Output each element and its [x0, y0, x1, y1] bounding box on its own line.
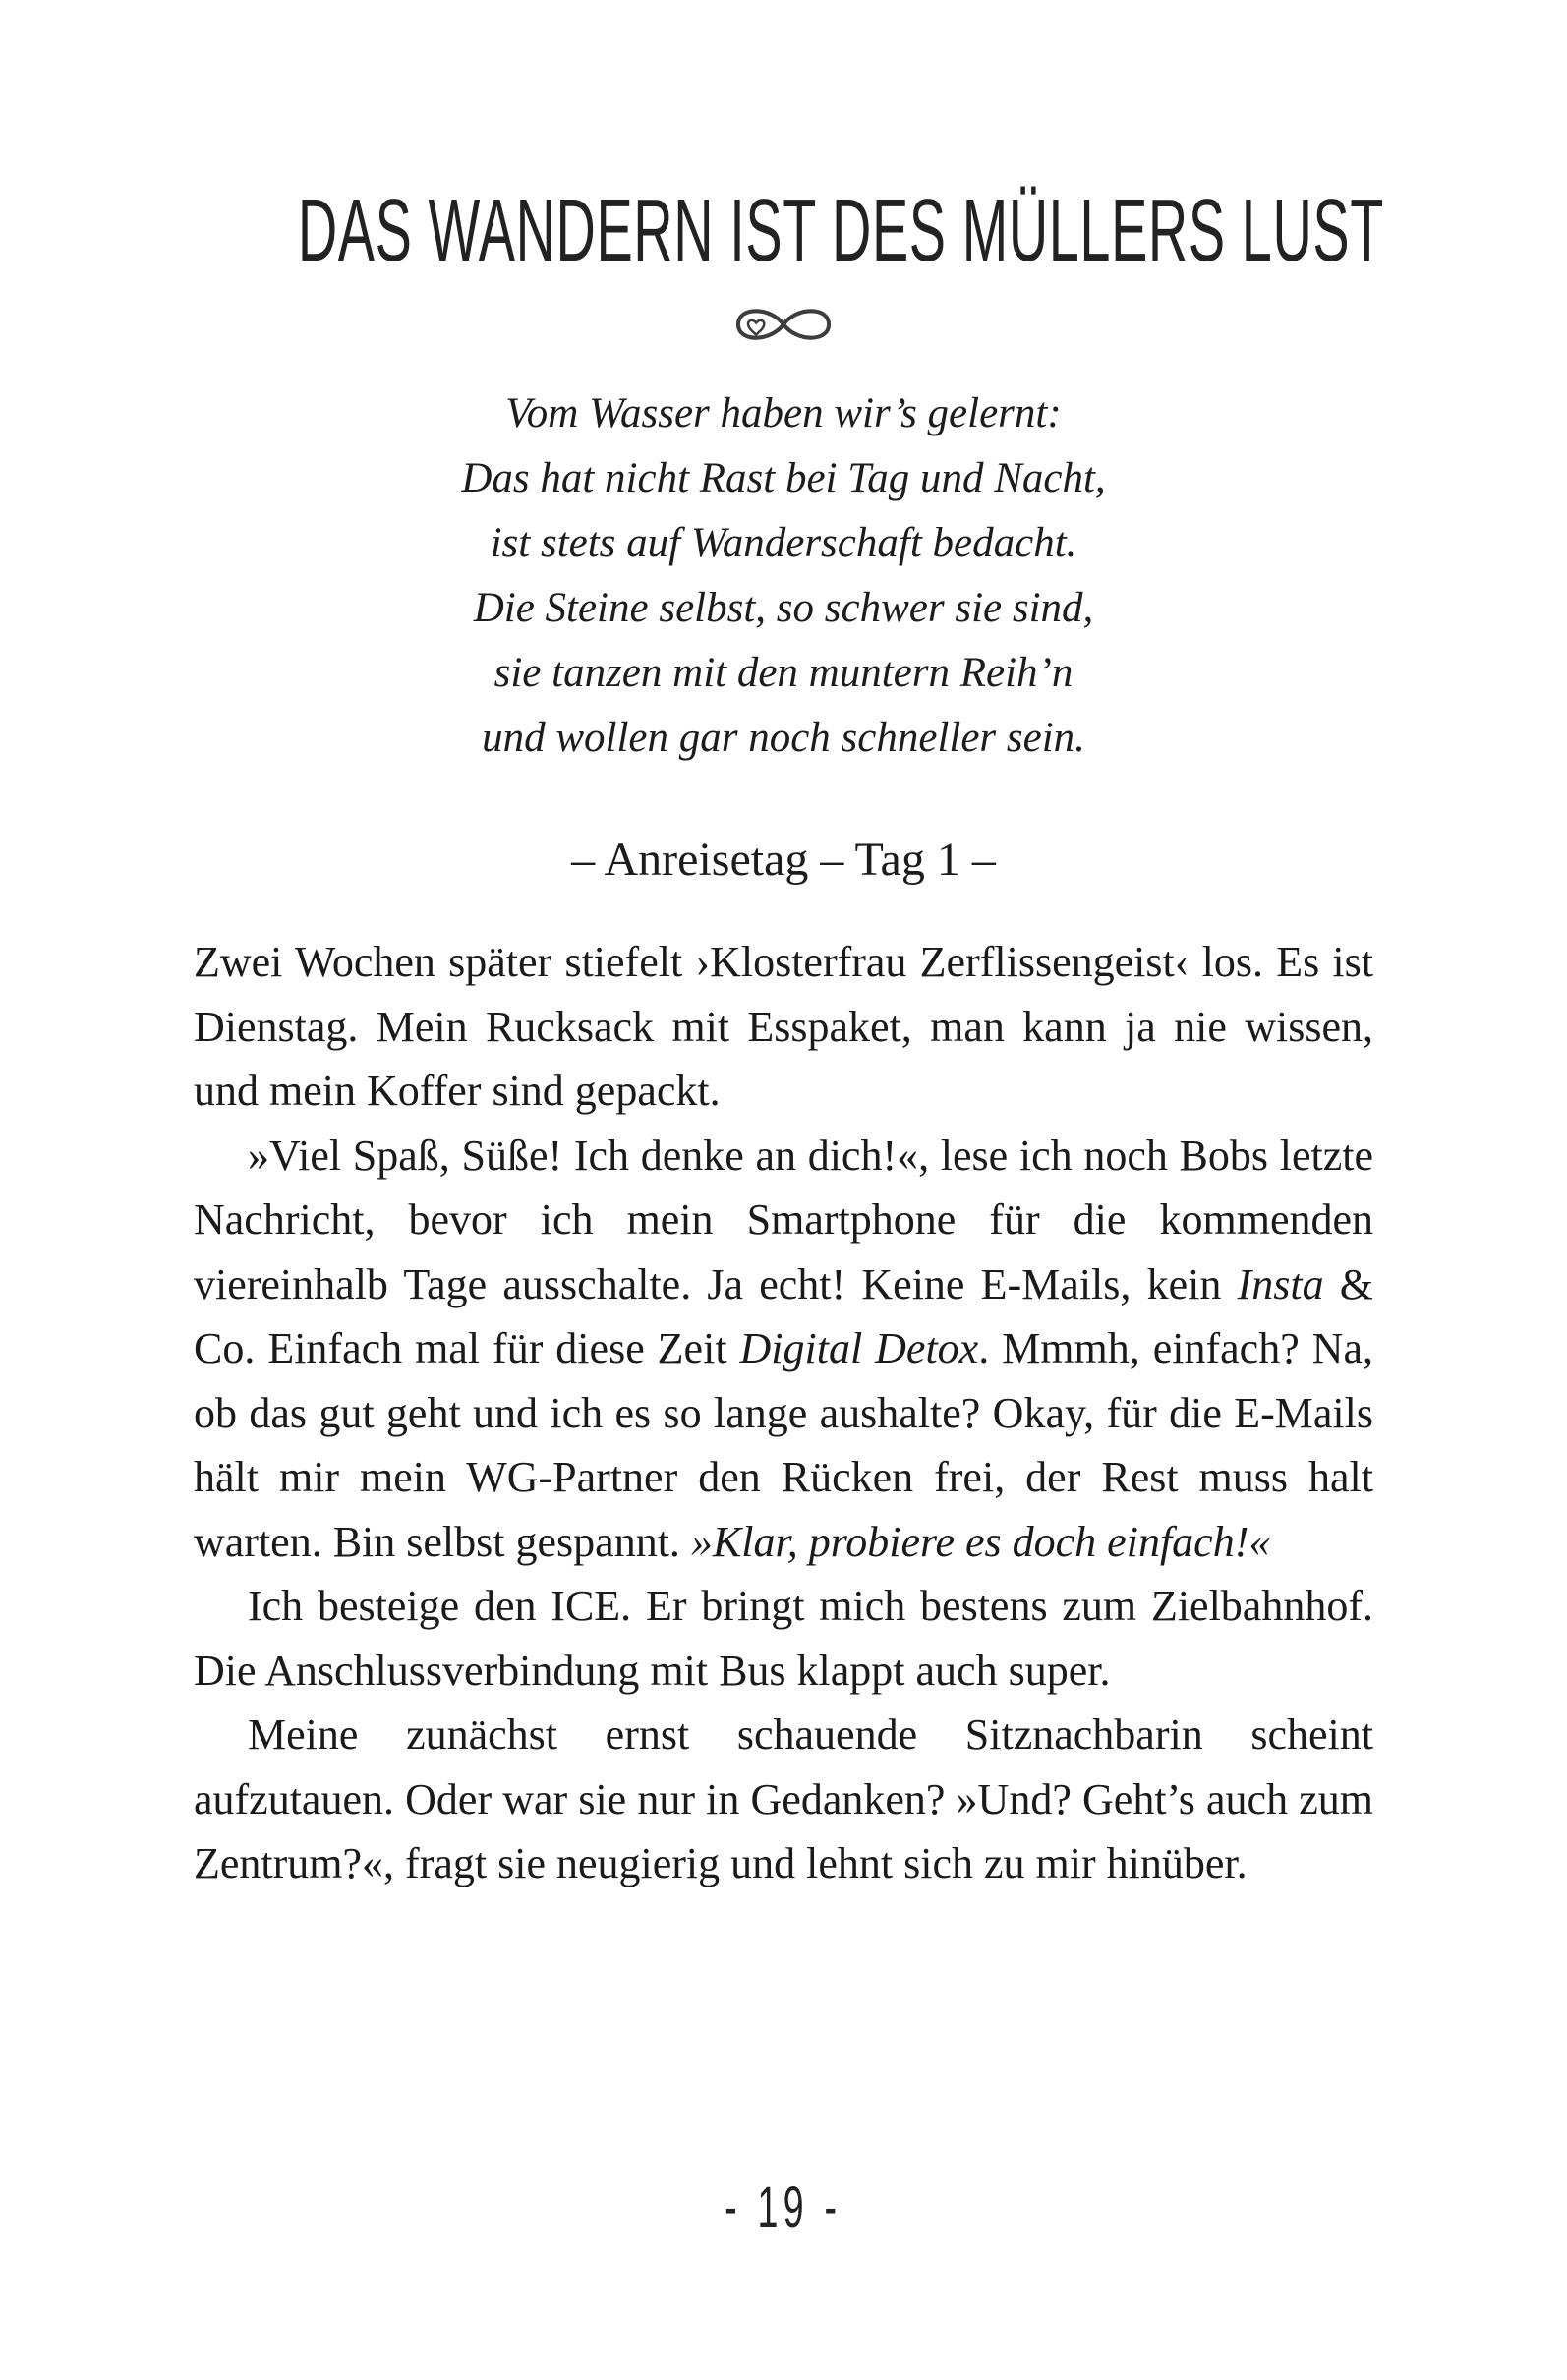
poem-line: ist stets auf Wanderschaft bedacht.: [490, 520, 1077, 566]
paragraph-3: Ich besteige den ICE. Er bringt mich bestens zum Zielbahnhof. Die Anschlussverbindung mit Bus klappt auch super.: [194, 1582, 1373, 1695]
italic-term-insta: Insta: [1237, 1259, 1324, 1308]
chapter-title: DAS WANDERN IST DES MÜLLERS LUST: [297, 182, 1384, 280]
poem-line: Die Steine selbst, so schwer sie sind,: [473, 585, 1094, 631]
body-text: [194, 930, 1373, 1896]
paragraph-2-text: »Viel Spaß, Süße! Ich denke an dich!«, lese ich noch Bobs letzte Nachricht, bevor ich mein Smartphone für die kommenden viereinhalb Tage ausschalte. Ja echt! Keine E-Mails, kein: [194, 1131, 1373, 1308]
poem-line: sie tanzen mit den muntern Reih’n: [493, 650, 1074, 696]
poem: [461, 381, 1105, 771]
italic-term-digital-detox: Digital Detox: [739, 1324, 979, 1372]
poem-line: und wollen gar noch schneller sein.: [482, 715, 1085, 761]
poem-line: Vom Wasser haben wir’s gelernt:: [505, 390, 1062, 436]
italic-quote: »Klar, probiere es doch einfach!«: [690, 1517, 1271, 1566]
infinity-heart-ornament: [725, 303, 842, 346]
paragraph-1: Zwei Wochen später stiefelt ›Klosterfrau Zerflissengeist‹ los. Es ist Dienstag. Mein Rucksack mit Esspaket, man kann ja nie wissen, und mein Koffer sind gepackt.: [194, 938, 1373, 1115]
page-number: - 19 -: [725, 2176, 842, 2239]
section-heading: – Anreisetag – Tag 1 –: [571, 834, 996, 886]
infinity-heart-icon: [725, 301, 842, 348]
poem-line: Das hat nicht Rast bei Tag und Nacht,: [461, 455, 1106, 501]
paragraph-4: Meine zunächst ernst schauende Sitznachbarin scheint aufzutauen. Oder war sie nur in Gedanken? »Und? Geht’s auch zum Zentrum?«, fragt sie neugierig und lehnt sich zu mir hinüber.: [194, 1711, 1373, 1887]
paragraph-2-text: . Mmmh, einfach? Na, ob das gut geht und ich es so lange aushalte? Okay, für die E-Mails hält mir mein WG-Partner den Rücken frei, der Rest muss halt warten. Bin selbst gespannt.: [194, 1324, 1373, 1566]
paragraph-2-text: & Co. Einfach mal für diese Zeit: [194, 1259, 1373, 1372]
paragraph-2: [194, 1124, 1373, 1575]
